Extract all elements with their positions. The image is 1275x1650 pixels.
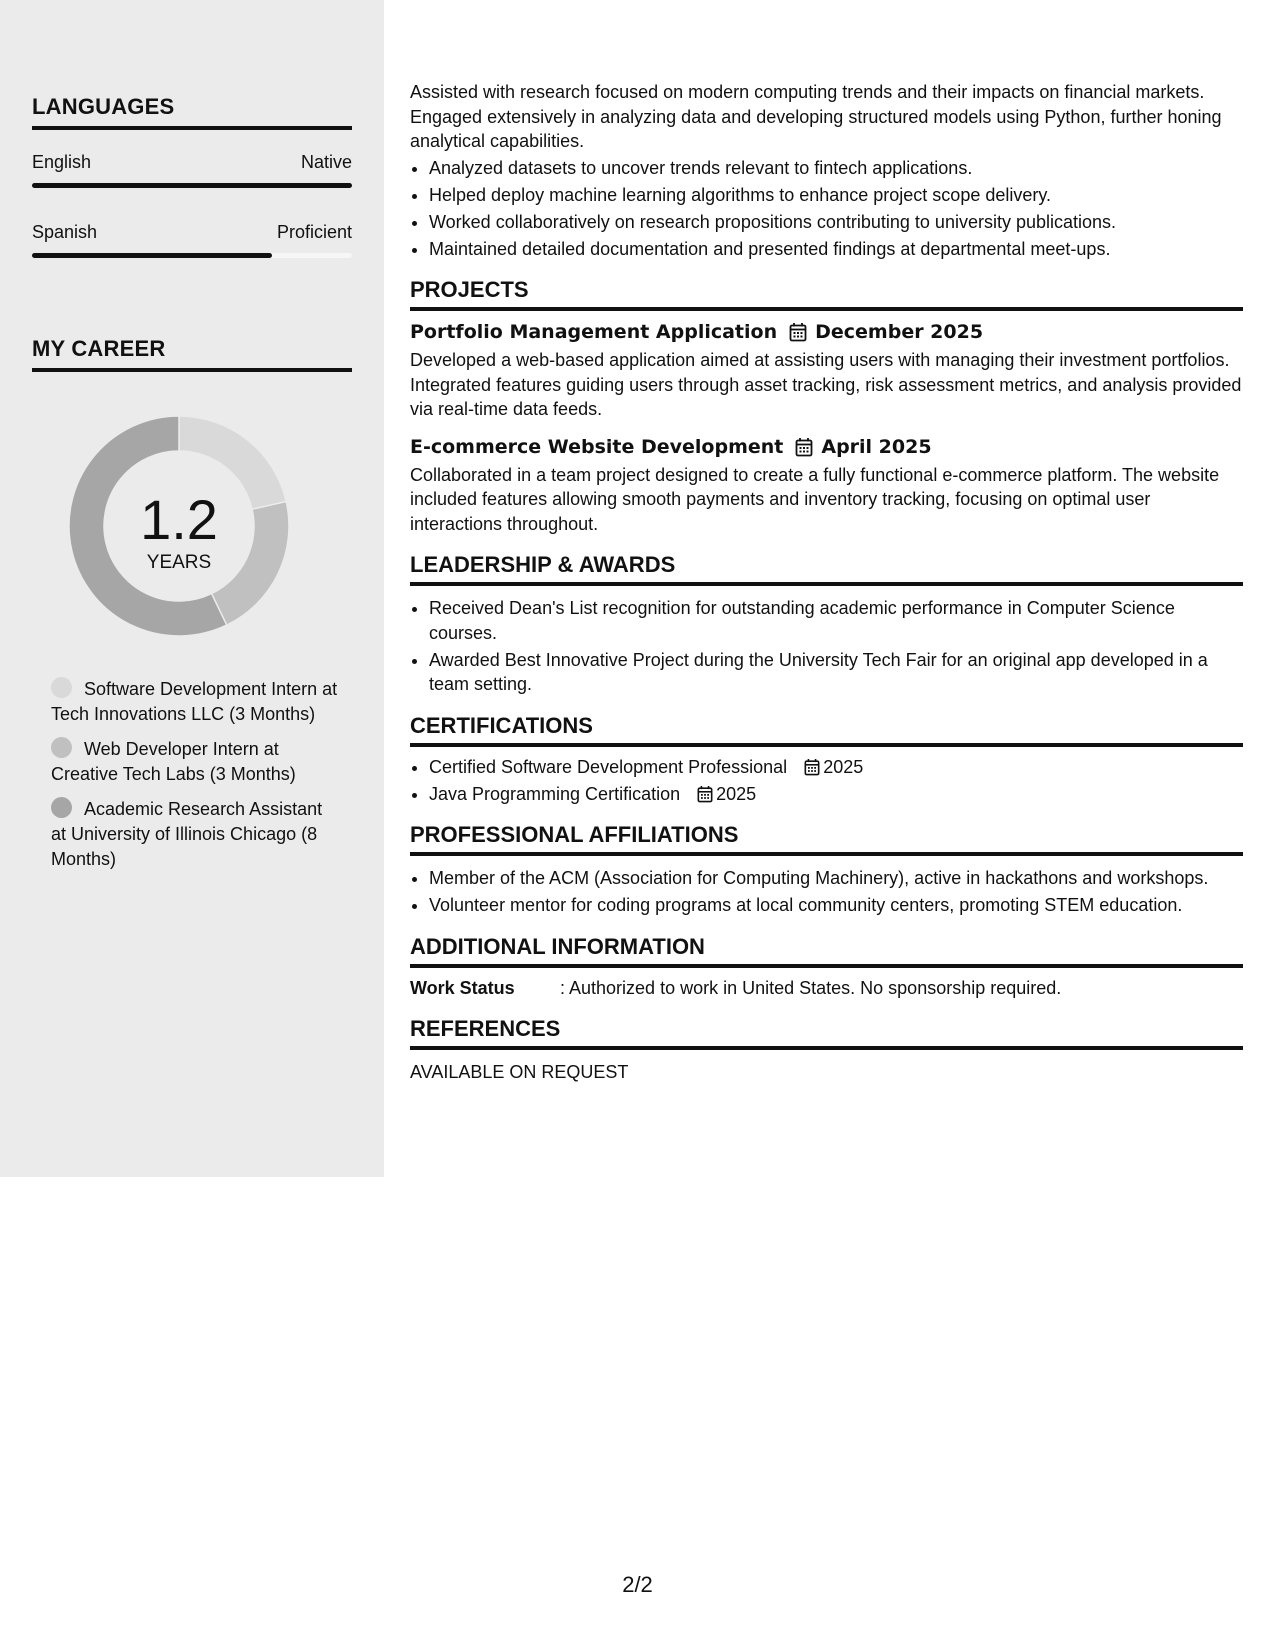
- language-level-fill: [32, 253, 272, 258]
- project-date: April 2025: [821, 435, 932, 458]
- career-item-label: Web Developer Intern at Creative Tech Labs (3 Months): [51, 739, 296, 784]
- project-item: [410, 321, 1243, 422]
- additional-info-title: ADDITIONAL INFORMATION: [410, 934, 1243, 968]
- project-description: Collaborated in a team project designed to create a fully functional e-commerce platform. The website included features allowing smooth payments and inventory tracking, focusing on optimal user interactions throughout.: [410, 464, 1220, 534]
- certifications-list: [410, 755, 1243, 807]
- language-english: [32, 152, 352, 188]
- experience-bullets: [410, 156, 1243, 262]
- career-legend-item: [32, 797, 342, 872]
- references-title: REFERENCES: [410, 1016, 1243, 1050]
- sidebar: [0, 0, 384, 1177]
- calendar-icon: [697, 785, 713, 803]
- career-item-label: Software Development Intern at Tech Innovations LLC (3 Months): [51, 679, 338, 724]
- list-item: • Member of the ACM (Association for Computing Machinery), active in hackathons and workshops.: [429, 866, 1243, 891]
- language-name: Spanish: [32, 222, 98, 242]
- list-item: • Worked collaboratively on research propositions contributing to university publications.: [429, 210, 1243, 235]
- affiliations-list: [410, 866, 1243, 918]
- cert-name: Java Programming Certification: [429, 783, 681, 804]
- career-donut: [65, 412, 293, 640]
- main-content: [410, 80, 1243, 1084]
- cert-name: Certified Software Development Professional: [429, 756, 788, 777]
- project-name: E-commerce Website Development: [410, 435, 784, 458]
- calendar-icon: [795, 437, 813, 457]
- legend-dot-icon: [51, 737, 72, 758]
- certifications-title: CERTIFICATIONS: [410, 713, 1243, 747]
- list-item: • Analyzed datasets to uncover trends relevant to fintech applications.: [429, 156, 1243, 181]
- career-title: MY CAREER: [32, 336, 352, 372]
- career-total: 1.2: [140, 488, 218, 551]
- career-legend-item: [32, 677, 342, 727]
- list-item: • Helped deploy machine learning algorithms to enhance project scope delivery.: [429, 183, 1243, 208]
- career-legend: [32, 677, 342, 882]
- list-item: • Maintained detailed documentation and presented findings at departmental meet-ups.: [429, 237, 1243, 262]
- references-text: AVAILABLE ON REQUEST: [410, 1061, 629, 1082]
- cert-year: 2025: [716, 783, 757, 804]
- work-status: [410, 976, 1243, 1000]
- list-item: • Volunteer mentor for coding programs at local community centers, promoting STEM education.: [429, 893, 1243, 918]
- career-legend-item: [32, 737, 342, 787]
- cert-year: 2025: [823, 756, 864, 777]
- language-name: English: [32, 152, 92, 172]
- language-level-bar: [32, 183, 352, 188]
- legend-dot-icon: [51, 797, 72, 818]
- project-item: [410, 436, 1243, 537]
- language-spanish: [32, 222, 352, 258]
- calendar-icon: [804, 758, 820, 776]
- career-unit: YEARS: [146, 552, 212, 573]
- language-level-fill: [32, 183, 352, 188]
- languages-title: LANGUAGES: [32, 94, 352, 130]
- project-date: December 2025: [815, 321, 984, 343]
- list-item: [429, 782, 1243, 807]
- projects-title: PROJECTS: [410, 277, 1243, 311]
- list-item: • Awarded Best Innovative Project during the University Tech Fair for an original app developed in a team setting.: [429, 648, 1243, 697]
- language-level: Native: [300, 152, 352, 172]
- awards-list: [410, 596, 1243, 697]
- project-description: Developed a web-based application aimed at assisting users with managing their investment portfolios. Integrated features guiding users through asset tracking, risk assessment metrics, and analysis provided via real-time data feeds.: [410, 350, 1242, 419]
- calendar-icon: [789, 322, 807, 342]
- list-item: [429, 755, 1243, 780]
- work-status-label: Work Status: [410, 977, 515, 998]
- work-status-value: : Authorized to work in United States. No sponsorship required.: [560, 977, 1062, 998]
- project-heading: [410, 321, 1243, 343]
- legend-dot-icon: [51, 677, 72, 698]
- project-heading: [410, 436, 1243, 458]
- experience-summary: Assisted with research focused on modern computing trends and their impacts on financial markets. Engaged extensively in analyzing data and developing structured models using Python, further honing analytical capabilities.: [410, 82, 1222, 151]
- project-name: Portfolio Management Application: [410, 321, 778, 343]
- list-item: • Received Dean's List recognition for outstanding academic performance in Computer Science courses.: [429, 596, 1243, 645]
- page-number: 2/2: [622, 1572, 653, 1597]
- language-level: Proficient: [276, 222, 352, 242]
- career-item-label: Academic Research Assistant at University of Illinois Chicago (8 Months): [51, 799, 323, 869]
- awards-title: LEADERSHIP & AWARDS: [410, 552, 1243, 586]
- affiliations-title: PROFESSIONAL AFFILIATIONS: [410, 822, 1243, 856]
- language-level-bar: [32, 253, 352, 258]
